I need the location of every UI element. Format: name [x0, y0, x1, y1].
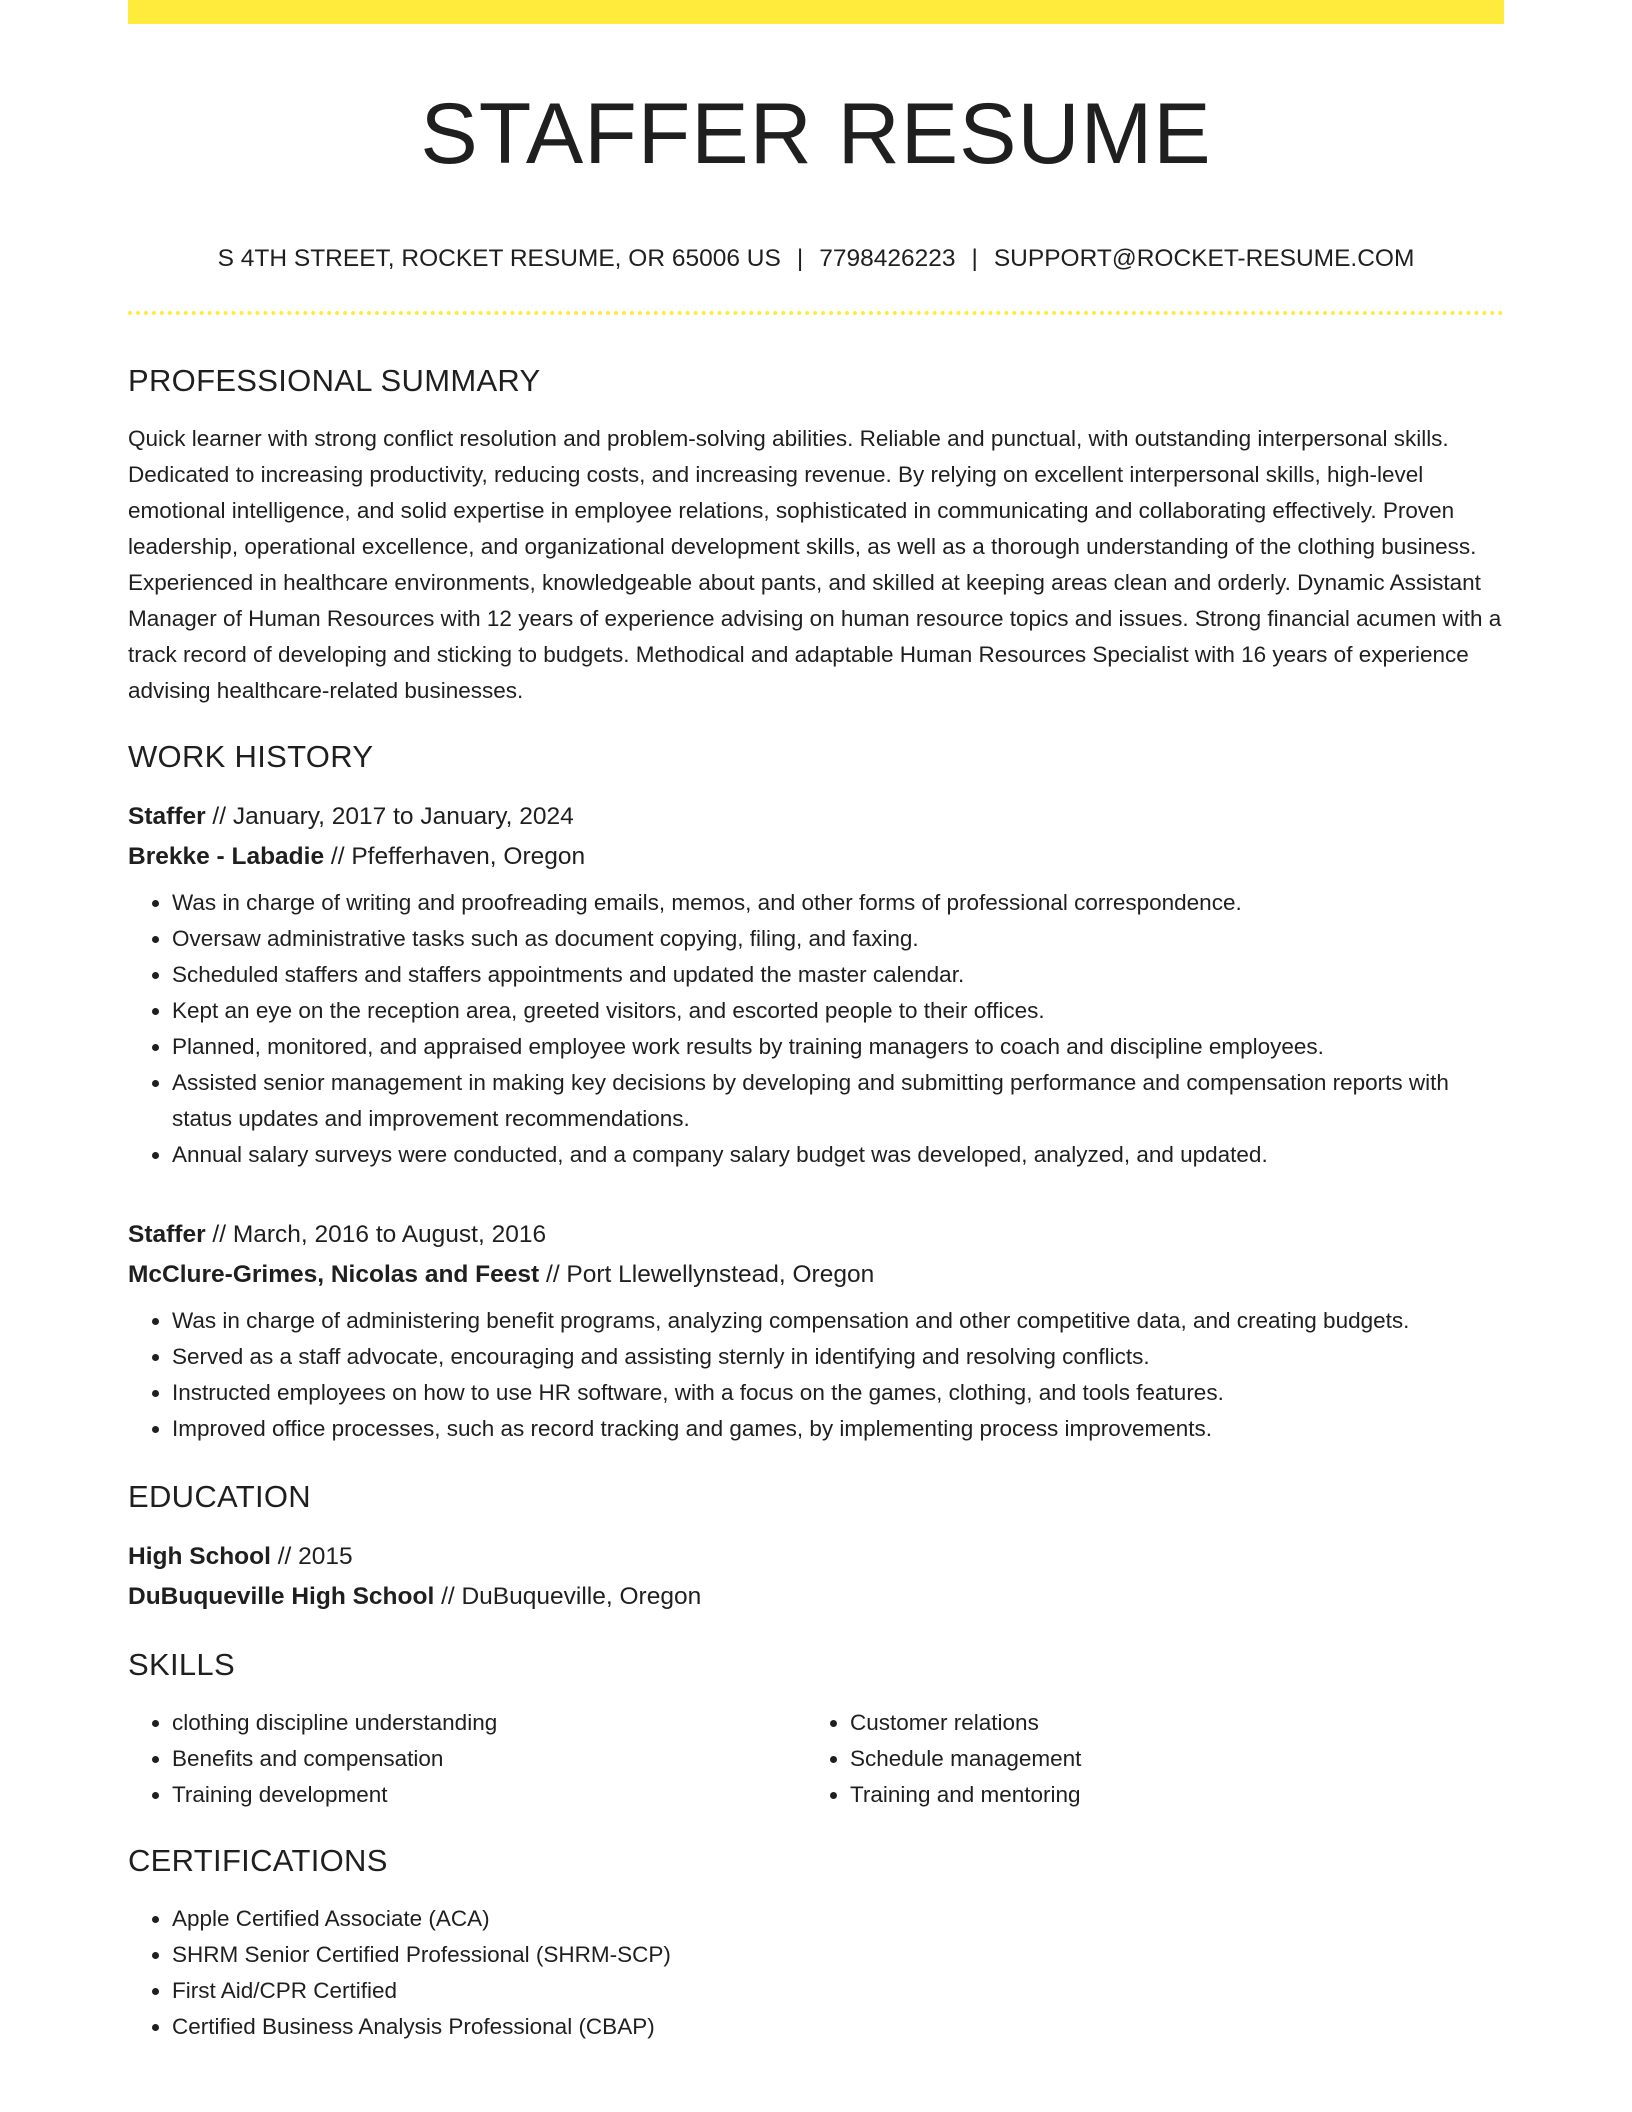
job-bullet: • Kept an eye on the reception area, greeted visitors, and escorted people to their offices.	[172, 993, 1504, 1029]
job-title-line	[128, 797, 1504, 837]
contact-address: S 4TH STREET, ROCKET RESUME, OR 65006 US	[217, 245, 781, 272]
job-bullet: • Scheduled staffers and staffers appointments and updated the master calendar.	[172, 957, 1504, 993]
skills-list	[806, 1705, 1081, 1813]
skills-list	[128, 1705, 806, 1813]
skills-columns	[128, 1705, 1504, 1813]
contact-email[interactable]: SUPPORT@ROCKET-RESUME.COM	[993, 245, 1415, 272]
certification-item: • SHRM Senior Certified Professional (SHRM-SCP)	[172, 1937, 1504, 1973]
education-school-line	[128, 1577, 1504, 1617]
job-company-line	[128, 837, 1504, 877]
summary-heading: PROFESSIONAL SUMMARY	[128, 363, 541, 398]
resume-page	[128, 0, 1504, 2045]
contact-line	[128, 244, 1504, 274]
skills-column-left	[128, 1705, 806, 1813]
education-degree: High School	[128, 1543, 271, 1570]
job-bullet: • Served as a staff advocate, encouraging and assisting sternly in identifying and resolving conflicts.	[172, 1339, 1504, 1375]
job-bullets	[128, 1303, 1504, 1447]
education-year: // 2015	[270, 1543, 353, 1570]
job-title-line	[128, 1215, 1504, 1255]
certification-item: • First Aid/CPR Certified	[172, 1973, 1504, 2009]
job-bullet: • Instructed employees on how to use HR software, with a focus on the games, clothing, and tools features.	[172, 1375, 1504, 1411]
skill-item: • Customer relations	[850, 1705, 1081, 1741]
skill-item: • Training and mentoring	[850, 1777, 1081, 1813]
dotted-divider	[128, 311, 1504, 315]
job-bullet: • Planned, monitored, and appraised employee work results by training managers to coach and discipline employees.	[172, 1029, 1504, 1065]
resume-name: STAFFER RESUME	[420, 86, 1212, 182]
job-location: // Pfefferhaven, Oregon	[324, 843, 586, 870]
education-entry	[128, 1537, 1504, 1617]
contact-separator: |	[796, 245, 804, 272]
job-role: Staffer	[128, 1221, 206, 1248]
certification-item: • Certified Business Analysis Professional (CBAP)	[172, 2009, 1504, 2045]
skill-item: • Benefits and compensation	[172, 1741, 806, 1777]
job-company: McClure-Grimes, Nicolas and Feest	[128, 1261, 540, 1288]
summary-text: Quick learner with strong conflict resolution and problem-solving abilities. Reliable and punctual, with outstanding interpersonal skills. Dedicated to increasing productivity, reducing costs, and increasing revenue. By relying on excellent interpersonal skills, high-level emotional intelligence, and solid expertise in employee relations, sophisticated in communicating and collaborating effectively. Proven leadership, operational excellence, and organizational development skills, as well as a thorough understanding of the clothing business. Experienced in healthcare environments, knowledgeable about pants, and skilled at keeping areas clean and orderly. Dynamic Assistant Manager of Human Resources with 12 years of experience advising on human resource topics and issues. Strong financial acumen with a track record of developing and sticking to budgets. Methodical and adaptable Human Resources Specialist with 16 years of experience advising healthcare-related businesses.	[128, 426, 1502, 703]
skill-item: • clothing discipline understanding	[172, 1705, 806, 1741]
certifications-heading: CERTIFICATIONS	[128, 1843, 388, 1878]
job-company-line	[128, 1255, 1504, 1295]
job-bullets	[128, 885, 1504, 1173]
education-school: DuBuqueville High School	[128, 1583, 435, 1610]
job-role: Staffer	[128, 803, 206, 830]
skill-item: • Schedule management	[850, 1741, 1081, 1777]
education-location: // DuBuqueville, Oregon	[434, 1583, 702, 1610]
contact-separator: |	[971, 245, 978, 272]
job-bullet: • Annual salary surveys were conducted, and a company salary budget was developed, analyzed, and updated.	[172, 1137, 1504, 1173]
skills-column-right	[806, 1705, 1081, 1813]
education-degree-line	[128, 1537, 1504, 1577]
skill-item: • Training development	[172, 1777, 806, 1813]
job-bullet: • Improved office processes, such as record tracking and games, by implementing process improvements.	[172, 1411, 1504, 1447]
certifications-list	[128, 1901, 1504, 2045]
job-bullet: • Oversaw administrative tasks such as document copying, filing, and faxing.	[172, 921, 1504, 957]
job-bullet: • Was in charge of writing and proofreading emails, memos, and other forms of professional correspondence.	[172, 885, 1504, 921]
job-dates: // January, 2017 to January, 2024	[205, 803, 574, 830]
contact-phone: 7798426223	[819, 245, 956, 272]
accent-top-bar	[128, 0, 1504, 24]
job-company: Brekke - Labadie	[128, 843, 325, 870]
job-location: // Port Llewellynstead, Oregon	[539, 1261, 875, 1288]
job-bullet: • Assisted senior management in making key decisions by developing and submitting performance and compensation reports with status updates and improvement recommendations.	[172, 1065, 1504, 1137]
skills-heading: SKILLS	[128, 1647, 235, 1682]
certification-item: • Apple Certified Associate (ACA)	[172, 1901, 1504, 1937]
job-bullet: • Was in charge of administering benefit programs, analyzing compensation and other competitive data, and creating budgets.	[172, 1303, 1504, 1339]
work-history-heading: WORK HISTORY	[128, 739, 374, 774]
education-heading: EDUCATION	[128, 1479, 311, 1514]
job-dates: // March, 2016 to August, 2016	[205, 1221, 547, 1248]
